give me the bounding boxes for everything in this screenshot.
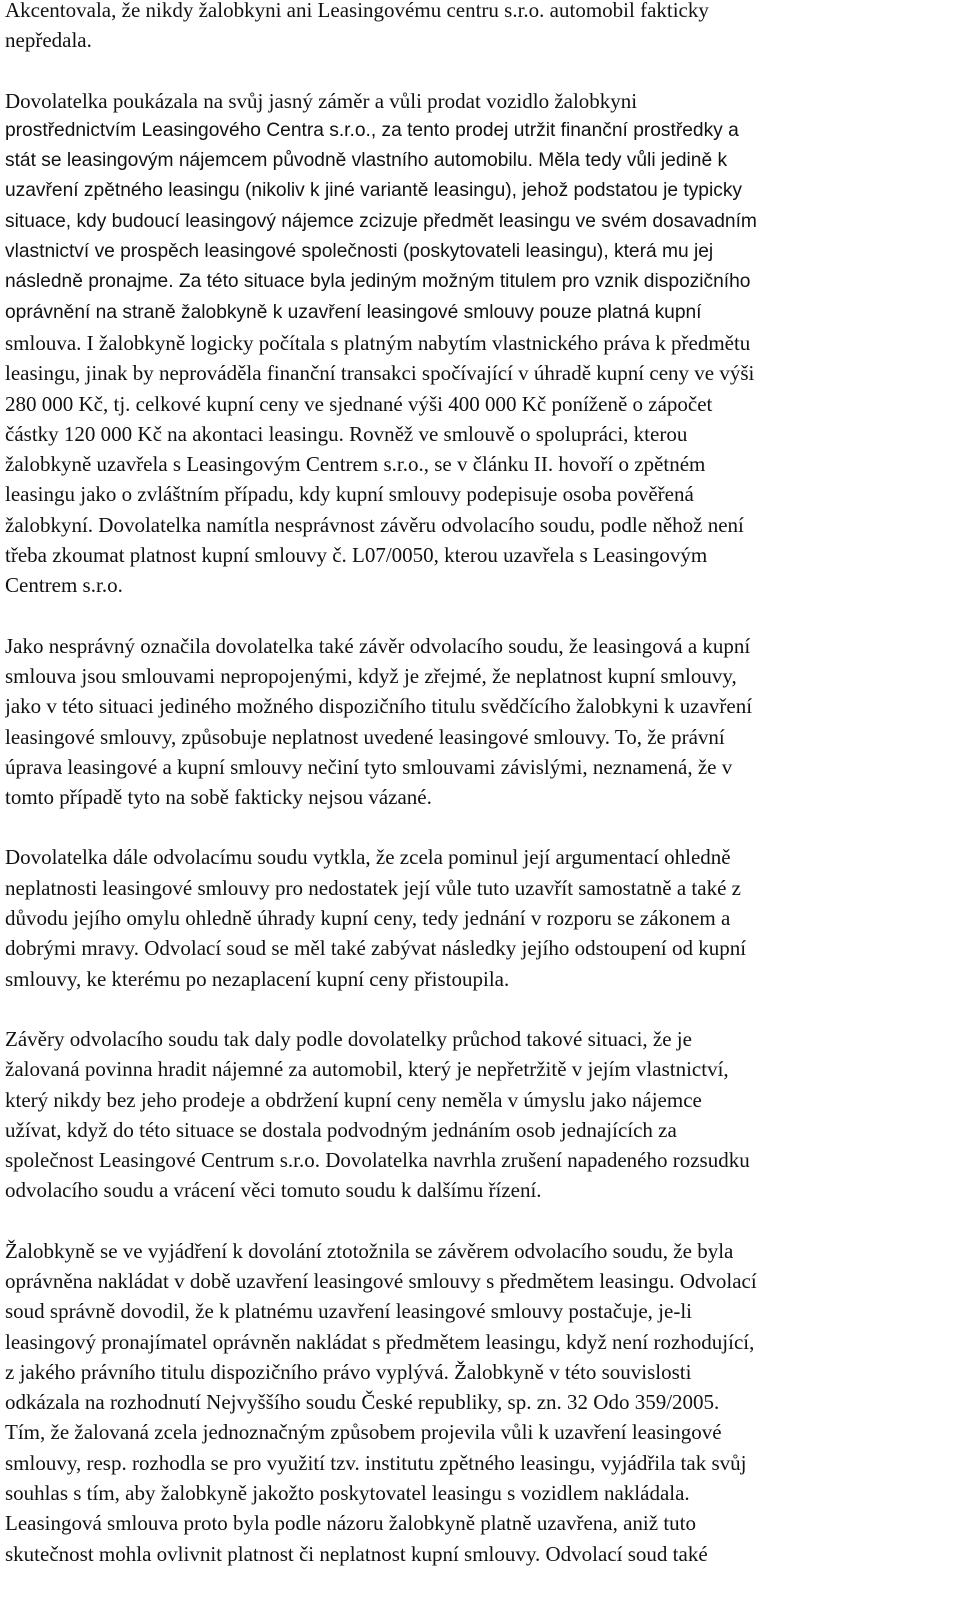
text-line: tomto případě tyto na sobě fakticky nejsou vázané. [5,785,432,810]
text-line: Žalobkyně se ve vyjádření k dovolání ztotožnila se závěrem odvolacího soudu, že byla [5,1238,734,1263]
text-line: leasingové smlouvy, způsobuje neplatnost uvedené leasingové smlouvy. To, že právní [5,724,725,749]
text-line: smlouva. I žalobkyně logicky počítala s platným nabytím vlastnického práva k předmětu [5,330,751,355]
text-line: Tím, že žalovaná zcela jednoznačným způsobem projevila vůli k uzavření leasingové [5,1420,722,1445]
text-line: z jakého právního titulu dispozičního právo vyplývá. Žalobkyně v této souvislosti [5,1359,692,1384]
text-line: užívat, když do této situace se dostala podvodným jednáním osob jednajících za [5,1117,677,1142]
text-line: částky 120 000 Kč na akontaci leasingu. Rovněž ve smlouvě o spolupráci, kterou [5,421,688,446]
text-line: uzavření zpětného leasingu (nikoliv k jiné variantě leasingu), jehož podstatou je typicky [5,180,743,202]
text-line: smlouvy, resp. rozhodla se pro využití tzv. institutu zpětného leasingu, vyjádřila tak svůj [5,1450,747,1475]
paragraph [5,1236,948,1569]
text-line: Dovolatelka dále odvolacímu soudu vytkla, že zcela pominul její argumentací ohledně [5,845,731,870]
text-line: žalobkyně uzavřela s Leasingovým Centrem s.r.o., se v článku II. hovoří o zpětném [5,452,706,477]
text-line: leasingu jako o zvláštním případu, kdy kupní smlouvy podepisuje osoba pověřená [5,482,694,507]
text-line: dobrými mravy. Odvolací soud se měl také zabývat následky jejího odstoupení od kupní [5,936,747,961]
text-line: 280 000 Kč, tj. celkové kupní ceny ve sjednané výši 400 000 Kč poníženě o zápočet [5,391,713,416]
text-line: souhlas s tím, aby žalobkyně jakožto poskytovatel leasingu s vozidlem nakládala. [5,1481,690,1506]
text-line: žalobkyní. Dovolatelka namítla nesprávnost závěru odvolacího soudu, podle něhož není [5,512,744,537]
text-line: společnost Leasingové Centrum s.r.o. Dovolatelka navrhla zrušení napadeného rozsudku [5,1148,750,1173]
text-line: následně pronajme. Za této situace byla jediným možným titulem pro vznik dispozičního [5,271,751,293]
text-line: prostřednictvím Leasingového Centra s.r.o., za tento prodej utržit finanční prostředky a [5,119,739,141]
text-line: Jako nesprávný označila dovolatelka také závěr odvolacího soudu, že leasingová a kupní [5,633,751,658]
text-line: smlouva jsou smlouvami nepropojenými, když je zřejmé, že neplatnost kupní smlouvy, [5,663,737,688]
text-line: důvodu jejího omylu ohledně úhrady kupní ceny, tedy jednání v rozporu se zákonem a [5,906,731,931]
text-line: vlastnictví ve prospěch leasingové společnosti (poskytovateli leasingu), která mu jej [5,241,714,263]
text-line: leasingový pronajímatel oprávněn nakládat s předmětem leasingu, když není rozhodující, [5,1329,755,1354]
paragraph [5,631,948,813]
paragraph [5,1024,948,1206]
text-line: žalovaná povinna hradit nájemné za automobil, který je nepřetržitě v jejím vlastnictví, [5,1057,729,1082]
text-line: Centrem s.r.o. [5,573,123,598]
paragraph [5,842,948,993]
text-line: smlouvy, ke kterému po nezaplacení kupní ceny přistoupila. [5,966,510,991]
paragraph [5,86,948,601]
text-line: skutečnost mohla ovlivnit platnost či neplatnost kupní smlouvy. Odvolací soud také [5,1541,708,1566]
text-line: stát se leasingovým nájemcem původně vlastního automobilu. Měla tedy vůli jedině k [5,150,728,172]
text-line: Závěry odvolacího soudu tak daly podle dovolatelky průchod takové situaci, že je [5,1026,692,1051]
document-body [5,0,948,1569]
text-line: Akcentovala, že nikdy žalobkyni ani Leasingovému centru s.r.o. automobil fakticky [5,0,709,22]
text-line: oprávněna nakládat v době uzavření leasingové smlouvy s předmětem leasingu. Odvolací [5,1268,757,1293]
text-line: nepředala. [5,28,92,53]
text-line: neplatnosti leasingové smlouvy pro nedostatek její vůle tuto uzavřít samostatně a také z [5,875,741,900]
text-line: který nikdy bez jeho prodeje a obdržení kupní ceny neměla v úmyslu jako nájemce [5,1087,702,1112]
text-line: úprava leasingové a kupní smlouvy nečiní tyto smlouvami závislými, neznamená, že v [5,754,733,779]
text-line: leasingu, jinak by neprováděla finanční transakci spočívající v úhradě kupní ceny ve výši [5,361,755,386]
text-line: odkázala na rozhodnutí Nejvyššího soudu České republiky, sp. zn. 32 Odo 359/2005. [5,1390,720,1415]
text-line: jako v této situaci jediného možného dispozičního titulu svědčícího žalobkyni k uzavření [5,694,753,719]
text-line: soud správně dovodil, že k platnému uzavření leasingové smlouvy postačuje, je-li [5,1299,692,1324]
text-line: odvolacího soudu a vrácení věci tomuto soudu k dalšímu řízení. [5,1178,542,1203]
text-line: Dovolatelka poukázala na svůj jasný záměr a vůli prodat vozidlo žalobkyni [5,88,638,113]
text-line: Leasingová smlouva proto byla podle názoru žalobkyně platně uzavřena, aniž tuto [5,1511,697,1536]
paragraph [5,0,948,56]
text-line: třeba zkoumat platnost kupní smlouvy č. L07/0050, kterou uzavřela s Leasingovým [5,543,708,568]
text-line: oprávnění na straně žalobkyně k uzavření leasingové smlouvy pouze platná kupní [5,301,702,323]
text-line: situace, kdy budoucí leasingový nájemce zcizuje předmět leasingu ve svém dosavadním [5,210,757,232]
